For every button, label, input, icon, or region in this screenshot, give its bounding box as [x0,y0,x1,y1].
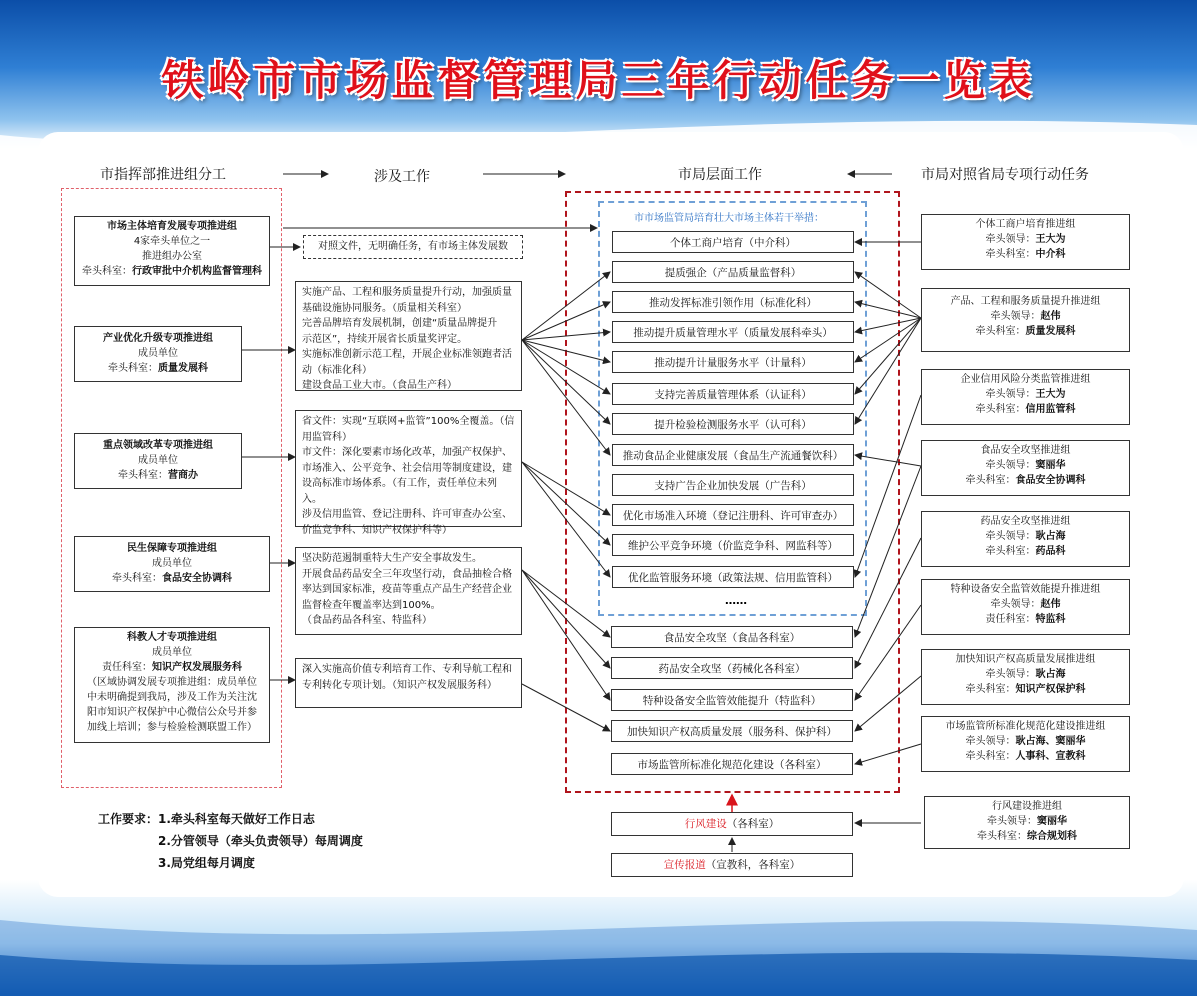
lower-item: 食品安全攻坚（食品各科室） [611,626,853,648]
measure-item: 维护公平竞争环境（价监竞争科、网监科等） [612,534,854,556]
requirement-1: 工作要求：1.牵头科室每天做好工作日志 [98,812,315,826]
measure-item: 提升检验检测服务水平（认可科） [612,413,854,435]
header-col4: 市局对照省局专项行动任务 [921,167,1089,183]
right-group-food-safety: 食品安全攻坚推进组 牵头领导：窦丽华 牵头科室：食品安全协调科 [921,440,1130,496]
measure-item: 支持广告企业加快发展（广告科） [612,474,854,496]
right-group-special-equipment: 特种设备安全监管效能提升推进组 牵头领导：赵伟 责任科室：特监科 [921,579,1130,635]
right-group-ip: 加快知识产权高质量发展推进组 牵头领导：耿占海 牵头科室：知识产权保护科 [921,649,1130,705]
measure-item: 推动提升质量管理水平（质量发展科牵头） [612,321,854,343]
lower-item: 市场监管所标准化规范化建设（各科室） [611,753,853,775]
measure-item: 推动发挥标准引领作用（标准化科） [612,291,854,313]
right-group-style: 行风建设推进组 牵头领导：窦丽华 牵头科室：综合规划科 [924,796,1130,849]
lower-item: 药品安全攻坚（药械化各科室） [611,657,853,679]
measure-item: 提质强企（产品质量监督科） [612,261,854,283]
measure-item: 个体工商户培育（中介科） [612,231,854,253]
right-group-individual-business: 个体工商户培育推进组 牵头领导：王大为 牵头科室：中介科 [921,214,1130,270]
measure-item: 支持完善质量管理体系（认证科） [612,383,854,405]
requirement-2: 2.分管领导（牵头负责领导）每周调度 [158,834,363,848]
lower-item: 加快知识产权高质量发展（服务科、保护科） [611,720,853,742]
right-group-station-standard: 市场监管所标准化规范化建设推进组 牵头领导：耿占海、窦丽华 牵头科室：人事科、宣教科 [921,716,1130,772]
right-group-quality: 产品、工程和服务质量提升推进组 牵头领导：赵伟 牵头科室：质量发展科 [921,288,1130,352]
requirement-3: 3.局党组每月调度 [158,856,255,870]
left-group-science-talent: 科教人才专项推进组 成员单位 责任科室：知识产权发展服务科 （区域协调发展专项推进组：成员单位 中未明确提到我局，涉及工作为关注沈 阳市知识产权保护中心微信公众号并参 加线上培训；参与检验检测联盟工作） [74,627,270,743]
work-item-4: 坚决防范遏制重特大生产安全事故发生。 开展食品药品安全三年攻坚行动，食品抽检合格 率达到国家标准，疫苗等重点产品生产经营企业 监督检查年覆盖率达到100%。 （食品药品各科室、特监科） [295,547,522,635]
left-group-reform: 重点领域改革专项推进组 成员单位 牵头科室：营商办 [74,433,242,489]
measure-item: 推动食品企业健康发展（食品生产流通餐饮科） [612,444,854,466]
page-title: 铁岭市市场监督管理局三年行动任务一览表 [161,56,1036,105]
right-group-drug-safety: 药品安全攻坚推进组 牵头领导：耿占海 牵头科室：药品科 [921,511,1130,567]
right-group-credit: 企业信用风险分类监管推进组 牵头领导：王大为 牵头科室：信用监管科 [921,369,1130,425]
work-item-3: 省文件：实现“互联网+监管”100%全覆盖。（信 用监管科） 市文件：深化要素市场化改革，加强产权保护、 市场准入、公平竞争、社会信用等制度建设，建 设高标准市场体系。（有工作，责任单位未列入。 涉及信用监管、登记注册科、许可审查办公室、 价监竞争科、知识产权保护科等） [295,410,522,527]
measures-ellipsis: …… [725,594,747,607]
header-col3: 市局层面工作 [678,167,762,183]
header-col2: 涉及工作 [374,169,430,185]
work-item-1: 对照文件，无明确任务，有市场主体发展数 [303,235,523,259]
left-group-market-entity: 市场主体培育发展专项推进组 4家牵头单位之一 推进组办公室 牵头科室：行政审批中介机构监督管理科 [74,216,270,286]
work-item-5: 深入实施高价值专利培育工作、专利导航工程和 专利转化专项计划。（知识产权发展服务科） [295,658,522,708]
left-group-livelihood: 民生保障专项推进组 成员单位 牵头科室：食品安全协调科 [74,536,270,592]
work-item-2: 实施产品、工程和服务质量提升行动，加强质量 基础设施协同服务。（质量相关科室） 完善品牌培育发展机制，创建“质量品牌提升 示范区”，持续开展省长质量奖评定。 实施标准创新示范工程，开展企业标准领跑者活 动（标准化科） 建设食品工业大市。（食品生产科） [295,281,522,391]
lower-item: 特种设备安全监管效能提升（特监科） [611,689,853,711]
measure-item: 优化市场准入环境（登记注册科、许可审查办） [612,504,854,526]
header-col1: 市指挥部推进组分工 [100,167,226,183]
measure-item: 优化监管服务环境（政策法规、信用监管科） [612,566,854,588]
publicity-box: 宣传报道（宣教科，各科室） [611,853,853,877]
measures-caption: 市市场监管局培育壮大市场主体若干举措： [634,213,824,224]
measure-item: 推动提升计量服务水平（计量科） [612,351,854,373]
left-group-industry: 产业优化升级专项推进组 成员单位 牵头科室：质量发展科 [74,326,242,382]
style-building-box: 行风建设（各科室） [611,812,853,836]
